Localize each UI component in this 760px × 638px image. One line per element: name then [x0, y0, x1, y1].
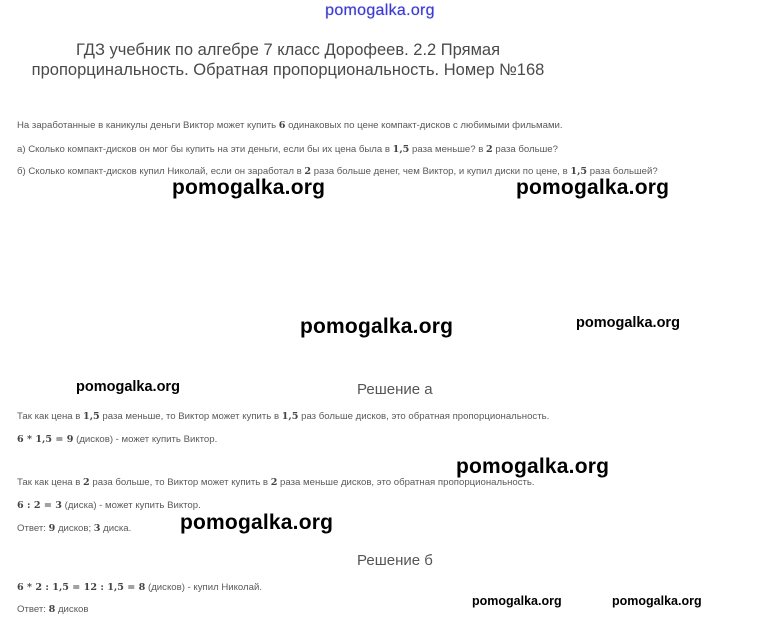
- problem-intro: На заработанные в каникулы деньги Виктор может купить 6 одинаковых по цене компакт-дисков с любимыми фильмами.: [17, 120, 563, 131]
- solution-a-calc-1: 6 * 1,5 = 9 (дисков) - может купить Виктор.: [17, 434, 218, 445]
- page-title: ГДЗ учебник по алгебре 7 класс Дорофеев. 2.2 Прямая пропорцинальность. Обратная пропорциональность. Номер №168: [31, 41, 545, 79]
- solution-a-line-1: Так как цена в 1,5 раза меньше, то Виктор может купить в 1,5 раз больше дисков, это обратная пропорциональность.: [17, 411, 550, 422]
- solution-a-line-2: Так как цена в 2 раза больше, то Виктор может купить в 2 раза меньше дисков, это обратная пропорциональность.: [17, 477, 535, 488]
- problem-part-a: а) Сколько компакт-дисков он мог бы купить на эти деньги, если бы их цена была в 1,5 раза меньше? в 2 раза больше?: [17, 144, 558, 155]
- watermark: pomogalka.org: [516, 176, 670, 199]
- watermark: pomogalka.org: [76, 379, 180, 395]
- solution-b-heading: Решение б: [357, 552, 433, 569]
- watermark: pomogalka.org: [612, 594, 702, 608]
- site-watermark-header: pomogalka.org: [325, 2, 435, 19]
- solution-b-calc: 6 * 2 : 1,5 = 12 : 1,5 = 8 (дисков) - купил Николай.: [17, 582, 263, 593]
- watermark: pomogalka.org: [472, 594, 562, 608]
- solution-b-answer: Ответ: 8 дисков: [17, 604, 89, 615]
- watermark: pomogalka.org: [576, 315, 680, 331]
- watermark: pomogalka.org: [456, 455, 610, 478]
- solution-a-calc-2: 6 : 2 = 3 (диска) - может купить Виктор.: [17, 500, 201, 511]
- problem-part-b: б) Сколько компакт-дисков купил Николай, если он заработал в 2 раза больше денег, чем Виктор, и купил диски по цене, в 1,5 раза большей?: [17, 166, 658, 177]
- solution-a-answer: Ответ: 9 дисков; 3 диска.: [17, 523, 132, 534]
- watermark: pomogalka.org: [180, 511, 334, 534]
- solution-a-heading: Решение а: [357, 381, 433, 398]
- watermark: pomogalka.org: [300, 315, 454, 338]
- watermark: pomogalka.org: [172, 176, 326, 199]
